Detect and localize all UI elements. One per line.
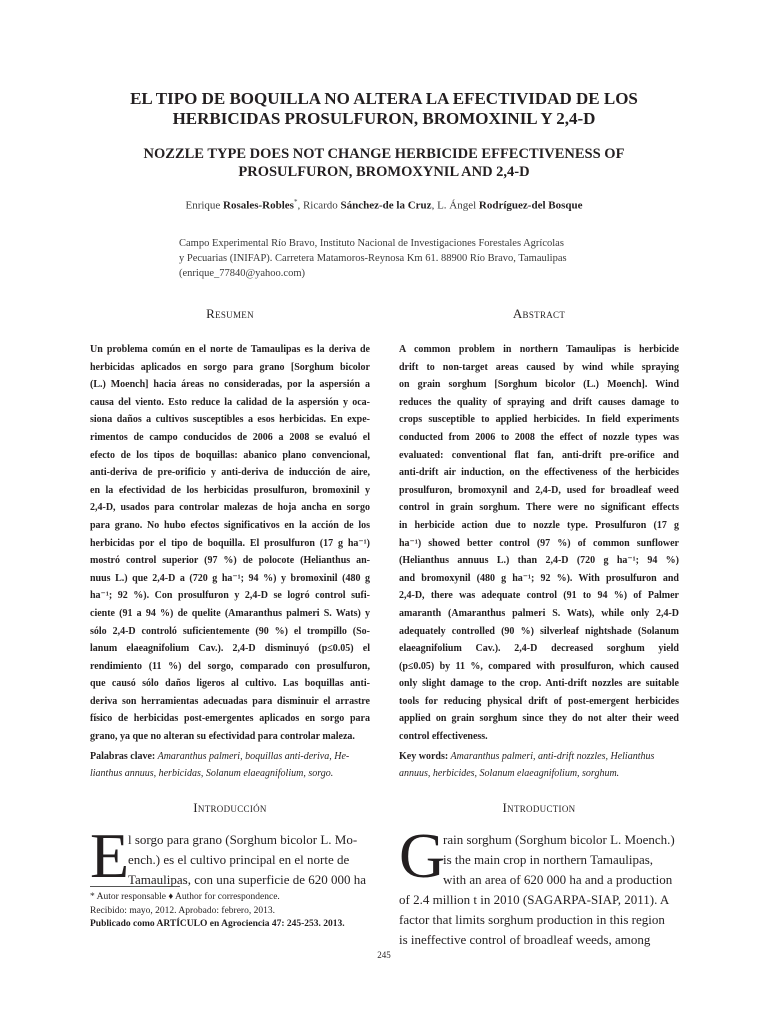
intro-english-top (443, 830, 675, 890)
resumen-line: anti-deriva de pre-orificio y anti-deriva de inducción de aire, (90, 467, 370, 479)
resumen-line: (L.) Moench] hacia áreas no consideradas, por la aspersión a (90, 379, 370, 391)
resumen-line: en la efectividad de los herbicidas prosulfuron, bromoxinil y (90, 484, 370, 496)
resumen-line: ciente (91 a 94 %) de quelite (Amaranthus palmeri S. Wats) y (90, 607, 370, 619)
intro-spanish (128, 830, 366, 890)
footnote-divider (90, 886, 180, 887)
resumen-line: rendimiento (11 %) del sorgo, comparado con prosulfuron, (90, 660, 370, 672)
abstract-line: in herbicide action due to nozzle type. Prosulfuron (17 g (399, 519, 679, 531)
keywords-english (399, 748, 679, 782)
keywords-es-line-2: lianthus annuus, herbicidas, Solanum elaeagnifolium, sorgo. (90, 768, 334, 779)
intro-en-line-6: is ineffective control of broadleaf weeds, among (399, 932, 651, 947)
abstract-line: crops susceptible to applied herbicides. In field experiments (399, 414, 679, 426)
keywords-spanish (90, 748, 370, 782)
resumen-line: ha⁻¹; 92 %). Con prosulfuron y 2,4-D se logró control sufi- (90, 590, 370, 602)
affiliation-email: (enrique_77840@yahoo.com) (179, 268, 306, 279)
affiliation (179, 236, 599, 281)
resumen-line: efecto de los tipos de boquillas: abanico plano convencional, (90, 449, 370, 461)
abstract-line: on grain sorghum [Sorghum bicolor (L.) Moench]. Wind (399, 379, 679, 391)
resumen-line: rimentos de campo conducidos de 2006 a 2008 se evaluó el (90, 431, 370, 443)
abstract-line: elaeagnifolium Cav.). 2,4-D decreased sorghum yield (399, 643, 679, 655)
resumen-line: herbicidas aplicados en sorgo para grano [Sorghum bicolor (90, 361, 370, 373)
corresponding-mark: * (293, 198, 298, 206)
title-es-line-2: HERBICIDAS PROSULFURON, BROMOXINIL Y 2,4-D (172, 109, 596, 128)
keywords-es-label: Palabras clave: (90, 751, 156, 762)
author-3-last: Rodríguez-del Bosque (478, 199, 583, 212)
affiliation-line-1: Campo Experimental Río Bravo, Instituto Nacional de Investigaciones Forestales Agrícolas (179, 238, 564, 249)
author-2-first: , Ricardo (297, 199, 341, 212)
intro-en-line-2: is the main crop in northern Tamaulipas, (443, 852, 654, 867)
resumen-line: mostró control superior (97 %) de polocote (Helianthus an- (90, 555, 370, 567)
abstract-line: applied on grain sorghum since they do not alter their weed (399, 713, 679, 725)
affiliation-line-2: y Pecuarias (INIFAP). Carretera Matamoros-Reynosa Km 61. 88900 Río Bravo, Tamaulipas (179, 253, 567, 264)
resumen-text (90, 341, 370, 746)
resumen-line: 2,4-D, usados para controlar malezas de hoja ancha en sorgo (90, 502, 370, 514)
abstract-line: 2,4-D, there was adequate control (91 to 94 %) of Palmer (399, 590, 679, 602)
abstract-line: A common problem in northern Tamaulipas is herbicide (399, 344, 679, 355)
resumen-line: herbicidas por el tipo de boquilla. El prosulfuron (17 g ha⁻¹) (90, 537, 370, 549)
footnotes (90, 891, 345, 932)
resumen-line: físico de herbicidas post-emergentes aplicados en sorgo para (90, 713, 370, 725)
title-spanish (90, 89, 678, 129)
dropcap-e: E (90, 820, 130, 891)
intro-en-line-1: rain sorghum (Sorghum bicolor L. Moench.) (443, 832, 675, 847)
abstract-line: tools for reducing physical drift of post-emergent herbicides (399, 695, 679, 707)
title-en-line-1: NOZZLE TYPE DOES NOT CHANGE HERBICIDE EFFECTIVENESS OF (143, 146, 625, 162)
title-en-line-2: PROSULFURON, BROMOXYNIL AND 2,4-D (238, 164, 530, 180)
author-list (90, 198, 678, 212)
resumen-line: causa del viento. Esto reduce la calidad de la aspersión y oca- (90, 396, 370, 408)
resumen-line: lanum elaeagnifolium Cav.). 2,4-D disminuyó (p≤0.05) el (90, 643, 370, 655)
abstract-line: ha⁻¹) showed better control (97 %) of common sunflower (399, 537, 679, 549)
keywords-en-line-2: annuus, herbicides, Solanum elaeagnifolium, sorghum. (399, 768, 620, 779)
abstract-line: (Helianthus annuus L.) than 2,4-D (720 g ha⁻¹; 94 %) (399, 555, 679, 567)
resumen-line: sólo 2,4-D controló suficientemente (90 %) el trompillo (So- (90, 625, 370, 637)
keywords-en-line-1: Amaranthus palmeri, anti-drift nozzles, Helianthus (448, 751, 655, 762)
abstract-line: control effectiveness. (399, 731, 488, 743)
resumen-line: para grano. No hubo efectos significativos en la acción de los (90, 519, 370, 531)
intro-es-line-1: l sorgo para grano (Sorghum bicolor L. Mo- (128, 832, 358, 847)
abstract-text (399, 341, 679, 746)
keywords-en-label: Key words: (399, 751, 449, 762)
abstract-line: and bromoxynil (480 g ha⁻¹; 92 %). With prosulfuron and (399, 572, 679, 584)
abstract-line: amaranth (Amaranthus palmeri S. Wats), while only 2,4-D (399, 607, 679, 619)
author-3-first: , L. Ángel (431, 199, 479, 212)
resumen-line: Un problema común en el norte de Tamaulipas es la deriva de (90, 344, 370, 355)
title-es-line-1: EL TIPO DE BOQUILLA NO ALTERA LA EFECTIVIDAD DE LOS (130, 89, 638, 108)
abstract-line: adequately controlled (90 %) silverleaf nightshade (Solanum (399, 625, 679, 637)
footnote-author: * Autor responsable ♦ Author for correspondence. (90, 892, 280, 902)
resumen-line: deriva son herramientas adecuadas para disminuir el arrastre (90, 695, 370, 707)
abstract-line: evaluated: conventional flat fan, anti-drift pre-orifice and (399, 449, 679, 461)
resumen-line: grano, ya que no alteran su efectividad para controlar maleza. (90, 731, 355, 743)
intro-english-bottom (399, 890, 669, 950)
footnote-dates: Recibido: mayo, 2012. Aprobado: febrero, 2013. (90, 905, 275, 916)
heading-introduccion: Introducción (193, 800, 267, 815)
abstract-line: control in grain sorghum. There were no significant effects (399, 502, 679, 514)
heading-introduction: Introduction (502, 800, 576, 815)
author-2-last: Sánchez-de la Cruz (340, 199, 432, 212)
intro-en-line-5: factor that limits sorghum production in this region (399, 912, 665, 927)
intro-es-line-3: Tamaulipas, con una superficie de 620 000 ha (128, 872, 367, 887)
resumen-line: siona daños a cultivos susceptibles a esos herbicidas. En expe- (90, 414, 370, 426)
abstract-line: reduces the quality of spraying and drift causes damage to (399, 396, 679, 408)
intro-en-line-3: with an area of 620 000 ha and a production (443, 872, 673, 887)
abstract-line: prosulfuron, bromoxynil and 2,4-D, used for broadleaf weed (399, 484, 679, 496)
author-1-last: Rosales-Robles (223, 199, 294, 212)
footnote-publication: Publicado como ARTÍCULO en Agrociencia 47: 245-253. 2013. (90, 919, 345, 929)
abstract-line: only slight damage to the crop. Anti-drift nozzles are suitable (399, 678, 679, 690)
resumen-line: nuus L.) que 2,4-D a (720 g ha⁻¹; 94 %) y bromoxinil (480 g (90, 572, 370, 584)
keywords-es-line-1: Amaranthus palmeri, boquillas anti-deriva, He- (155, 751, 350, 762)
page-number: 245 (377, 950, 391, 960)
abstract-line: drift to non-target areas caused by wind while spraying (399, 361, 679, 373)
heading-resumen: Resumen (206, 306, 254, 321)
abstract-line: anti-drift air induction, on the effectiveness of the herbicides (399, 467, 679, 479)
abstract-line: (p≤0.05) by 11 %, compared with prosulfuron, which caused (399, 660, 679, 672)
intro-en-line-4: of 2.4 million t in 2010 (SAGARPA-SIAP, 2011). A (399, 892, 670, 907)
intro-es-line-2: ench.) es el cultivo principal en el norte de (128, 852, 350, 867)
heading-abstract: Abstract (512, 306, 566, 321)
resumen-line: que causó sólo daños ligeros al cultivo. Las boquillas anti- (90, 678, 370, 690)
dropcap-g: G (399, 820, 446, 891)
title-english (90, 145, 678, 181)
abstract-line: conducted from 2006 to 2008 the effect of nozzle types was (399, 431, 679, 443)
author-1-first: Enrique (185, 199, 224, 212)
